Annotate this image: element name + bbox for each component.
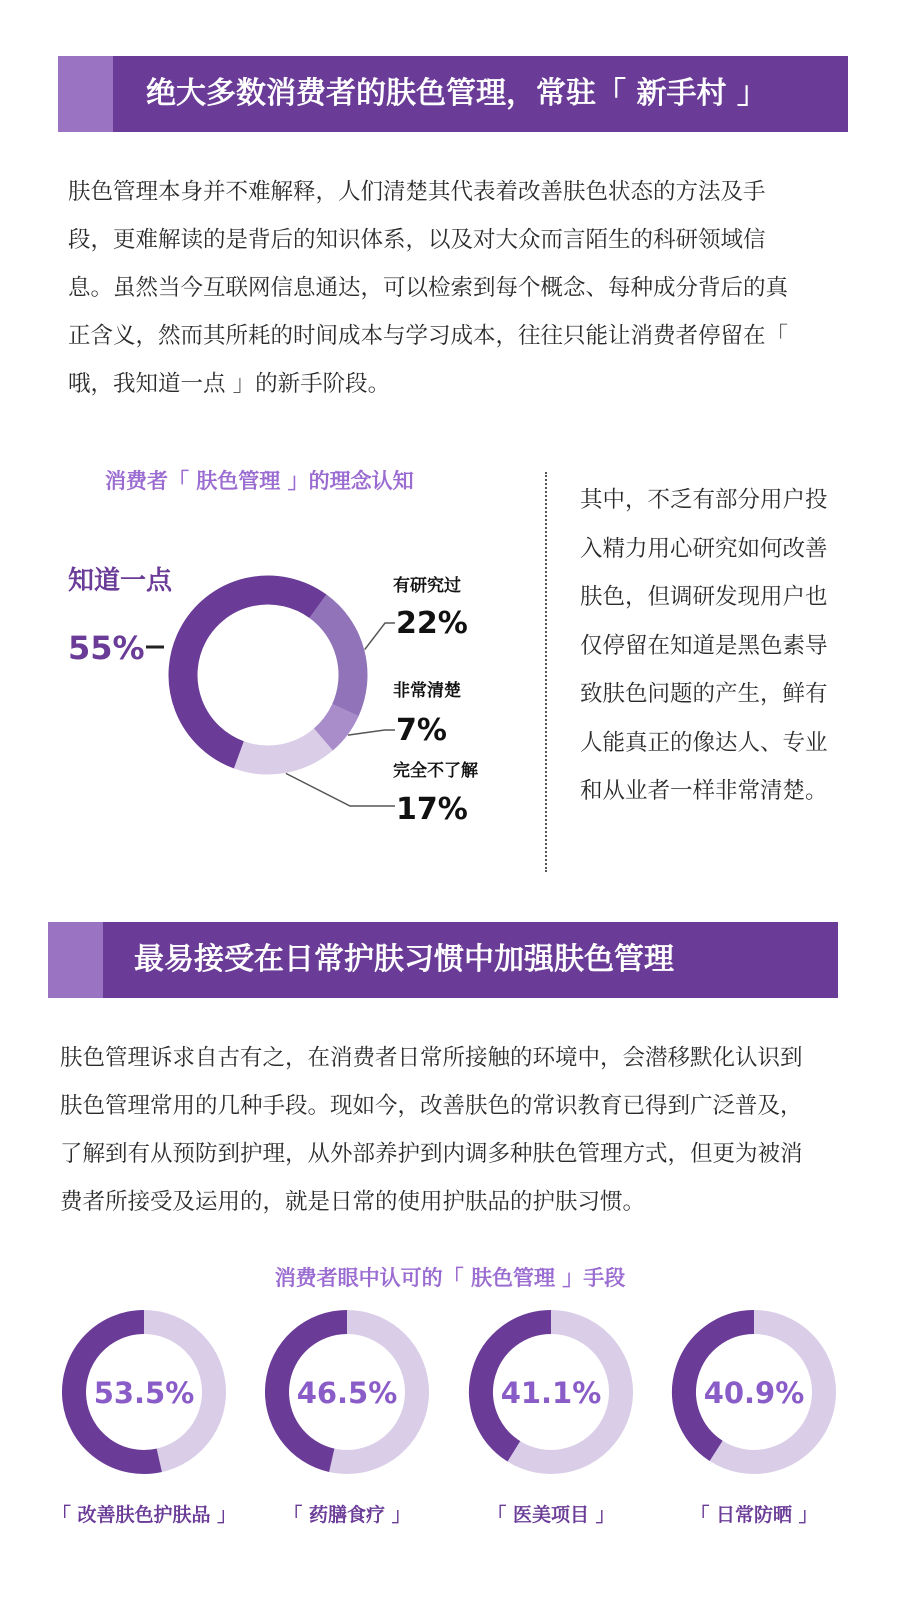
method-label-medical-aesthetics: 「 医美项目 」 (487, 1504, 615, 1526)
slice-value-1: 22% (396, 606, 468, 641)
slice-name-3: 完全不了解 (393, 761, 478, 781)
section1-side-text: 其中，不乏有部分用户投入精力用心研究如何改善肤色，但调研发现用户也仅停留在知道是黑色素导致肤色问题的产生，鲜有人能真正的像达人、专业和从业者一样非常清楚。 (580, 487, 828, 804)
section2-banner (48, 922, 838, 998)
donut-slice-3 (239, 740, 323, 760)
donut-slice-2 (323, 710, 345, 739)
slice-name-2: 非常清楚 (393, 681, 461, 701)
slice-value-2: 7% (396, 713, 447, 748)
method-donut-value-1: 46.5% (296, 1376, 398, 1410)
section1-banner (58, 56, 848, 132)
slice-leader-3 (286, 773, 395, 806)
methods-chart-title: 消费者眼中认可的「 肤色管理 」手段 (274, 1266, 626, 1290)
method-donut-value-0: 53.5% (93, 1376, 195, 1410)
section2-paragraph: 肤色管理诉求自古有之，在消费者日常所接触的环境中，会潜移默化认识到肤色管理常用的几种手段。现如今，改善肤色的常识教育已得到广泛普及，了解到有从预防到护理，从外部养护到内调多种肤色管理方式，但更为被消费者所接受及运用的，就是日常的使用护肤品的护肤习惯。 (60, 1045, 803, 1215)
method-donut-value-3: 40.9% (703, 1376, 805, 1410)
section1-title: 绝大多数消费者的肤色管理，常驻「 新手村 」 (146, 76, 767, 111)
method-label-diet-therapy: 「 药膳食疗 」 (283, 1504, 411, 1526)
slice-leader-2 (348, 730, 395, 735)
donut-slice-0 (183, 590, 318, 755)
method-donut-value-2: 41.1% (500, 1376, 602, 1410)
slice-value-0: 55% (68, 629, 145, 667)
slice-leader-1 (365, 623, 395, 650)
dotted-divider (545, 472, 547, 872)
awareness-chart-title: 消费者「 肤色管理 」的理念认知 (105, 469, 414, 493)
banner-accent (48, 922, 103, 998)
slice-name-0: 知道一点 (68, 566, 173, 596)
method-label-sunscreen: 「 日常防晒 」 (690, 1504, 818, 1526)
slice-name-1: 有研究过 (393, 576, 461, 596)
slice-value-3: 17% (396, 792, 468, 827)
banner-accent (58, 56, 113, 132)
section1-paragraph: 肤色管理本身并不难解释，人们清楚其代表着改善肤色状态的方法及手段，更难解读的是背后的知识体系，以及对大众而言陌生的科研领域信息。虽然当今互联网信息通达，可以检索到每个概念、每种成分背后的真正含义，然而其所耗的时间成本与学习成本，往往只能让消费者停留在「 哦，我知道一点 」的新手阶段。 (68, 179, 789, 397)
section2-title: 最易接受在日常护肤习惯中加强肤色管理 (134, 942, 674, 977)
methods-donut-row (0, 1295, 900, 1495)
awareness-donut-chart (0, 440, 540, 860)
method-label-skincare: 「 改善肤色护肤品 」 (51, 1504, 237, 1526)
donut-slice-1 (318, 606, 353, 710)
